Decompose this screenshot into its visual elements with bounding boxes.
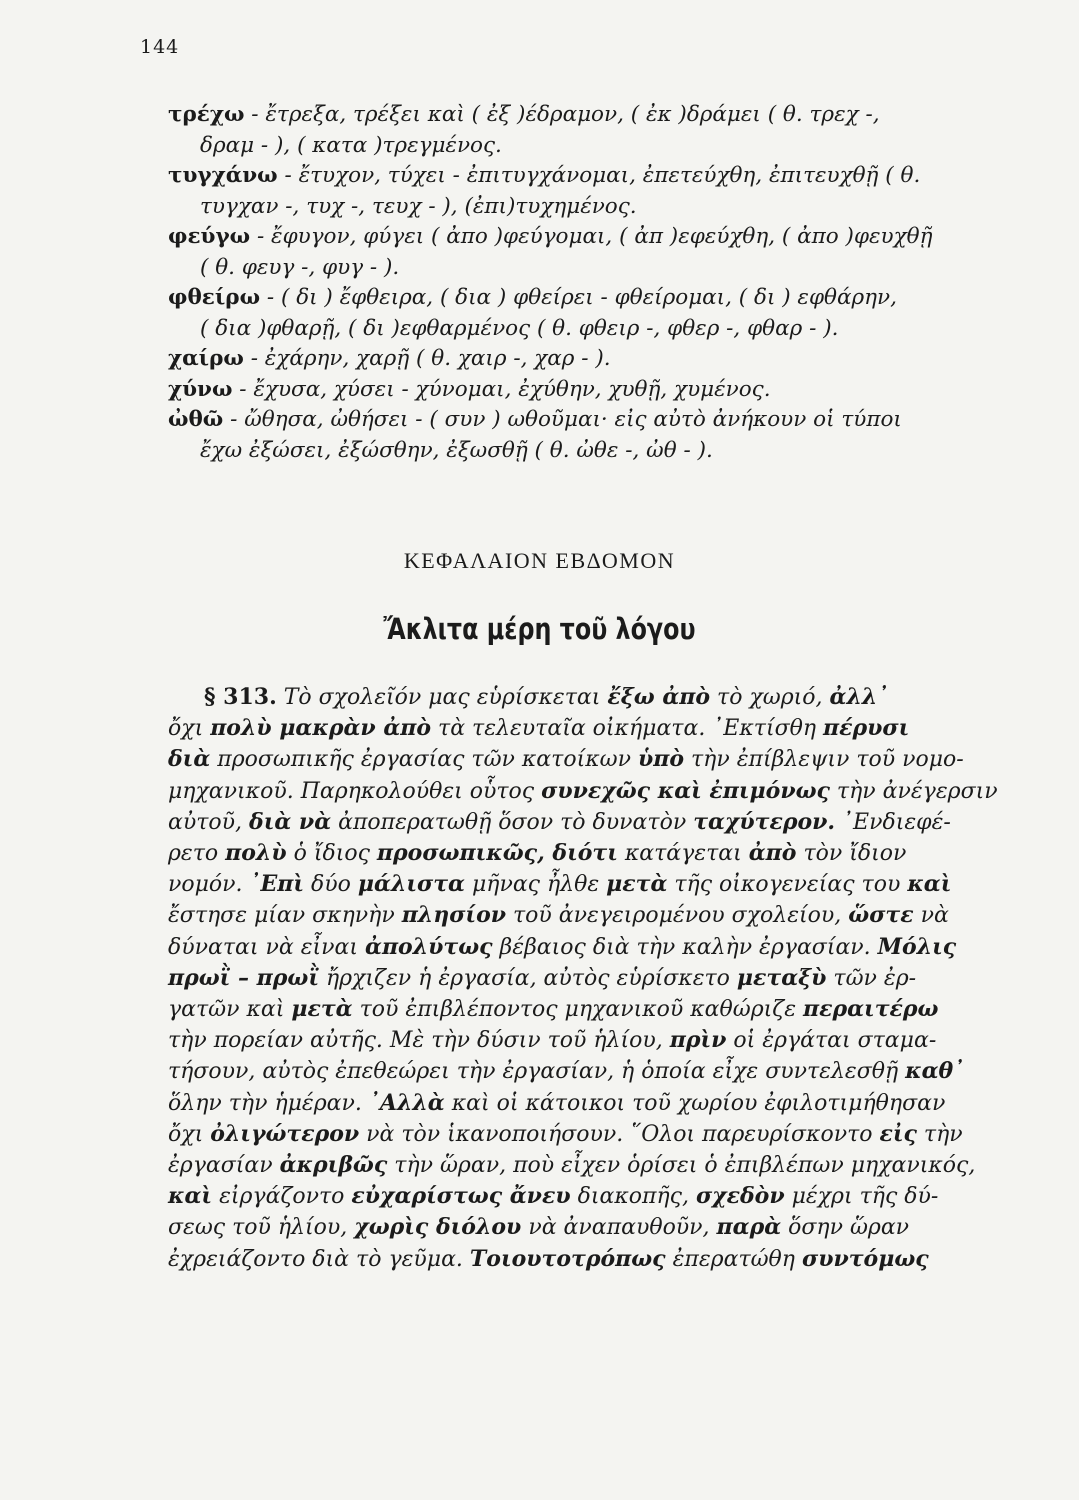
paragraph-line bbox=[168, 932, 986, 963]
emphasized-word: ὥστε bbox=[848, 902, 914, 929]
verb-lemma: τρέχω bbox=[168, 102, 245, 127]
paragraph-line bbox=[168, 1181, 986, 1212]
emphasized-word: εὐχαρίστως ἄνευ bbox=[351, 1183, 571, 1210]
verb-forms-continued: τυγχαν -, τυχ -, τευχ - ), (ἐπι)τυχημένος. bbox=[200, 193, 637, 219]
text-run: ὅσην ὥραν bbox=[781, 1215, 910, 1241]
text-run: μέχρι τῆς δύ- bbox=[784, 1184, 939, 1210]
emphasized-word: ᾽Επὶ bbox=[249, 871, 305, 898]
verb-forms: - ὤθησα, ὠθήσει - ( συν ) ωθοῦμαι· εἰς αὐτὸ ἀνήκουν οἱ τύποι bbox=[223, 407, 902, 432]
verb-entry bbox=[168, 222, 998, 283]
text-run: γατῶν καὶ bbox=[168, 997, 292, 1023]
emphasized-word: εἰς bbox=[879, 1120, 917, 1147]
paragraph-line bbox=[168, 869, 986, 900]
paragraph-line bbox=[168, 1025, 986, 1056]
text-run: νὰ ἀναπαυθοῦν, bbox=[521, 1215, 717, 1241]
verb-entry bbox=[168, 375, 998, 406]
text-run: νὰ bbox=[913, 903, 949, 929]
emphasized-word: ἀπὸ bbox=[748, 840, 797, 867]
text-run: τὴν ἐπίβλεψιν τοῦ νομο- bbox=[684, 747, 964, 773]
emphasized-word: παρὰ bbox=[716, 1214, 782, 1241]
verb-entry bbox=[168, 344, 998, 375]
text-run: ὁ ἴδιος bbox=[286, 841, 377, 867]
paragraph-line bbox=[168, 994, 986, 1025]
emphasized-word: σχεδὸν bbox=[695, 1183, 785, 1210]
emphasized-word: πρὶν bbox=[669, 1027, 727, 1054]
text-run: διακοπῆς, bbox=[570, 1184, 696, 1210]
paragraph-line bbox=[168, 1088, 986, 1119]
verb-entry bbox=[168, 161, 998, 222]
verb-lemma: ὠθῶ bbox=[168, 407, 224, 432]
text-run: δύναται νὰ εἶναι bbox=[168, 934, 366, 960]
text-run: τῆς οἰκογενείας του bbox=[667, 872, 908, 898]
text-run: αὐτοῦ, bbox=[168, 809, 250, 835]
text-run: βέβαιος διὰ τὴν καλὴν ἐργασίαν. bbox=[492, 934, 878, 960]
verb-forms: - ἔτρεξα, τρέξει καὶ ( ἐξ )έδραμον, ( ἐκ )δράμει ( θ. τρεχ -, bbox=[244, 102, 880, 127]
paragraph-line bbox=[168, 1244, 986, 1275]
paragraph-line bbox=[168, 1212, 986, 1243]
verb-forms-continued: ( θ. φευγ -, φυγ - ). bbox=[200, 254, 400, 280]
paragraph-line bbox=[168, 776, 998, 807]
text-run: ἐργασίαν bbox=[168, 1153, 280, 1179]
emphasized-word: ταχύτερον. bbox=[693, 808, 836, 835]
verb-forms-continued: ( δια )φθαρῇ, ( δι )εφθαρμένος ( θ. φθειρ -, φθερ -, φθαρ - ). bbox=[200, 315, 839, 341]
section-heading: Ἄκλιτα μέρη τοῦ λόγου bbox=[383, 612, 696, 646]
paragraph-line bbox=[168, 744, 986, 775]
verb-list bbox=[168, 100, 998, 466]
verb-forms-continued: δραμ - ), ( κατα )τρεγμένος. bbox=[200, 132, 502, 158]
verb-lemma: τυγχάνω bbox=[168, 163, 278, 188]
text-run: Τὸ σχολεῖόν μας εὑρίσκεται bbox=[276, 685, 608, 710]
page-number: 144 bbox=[140, 36, 180, 58]
paragraph bbox=[168, 682, 998, 1275]
paragraph-line bbox=[168, 838, 986, 869]
text-run: τὴν πορείαν αὐτῆς. Μὲ τὴν δύσιν τοῦ ἡλίου, bbox=[168, 1028, 670, 1054]
emphasized-word: μεταξὺ bbox=[736, 964, 827, 991]
paragraph-line bbox=[168, 1119, 986, 1150]
text-run: μῆνας ἦλθε bbox=[464, 872, 607, 898]
text-run: ὄχι bbox=[168, 716, 211, 742]
emphasized-word: πρωῒ – πρωῒ bbox=[168, 964, 319, 991]
text-run: ἐχρειάζοντο διὰ τὸ γεῦμα. bbox=[168, 1246, 470, 1272]
verb-lemma: φεύγω bbox=[168, 224, 251, 249]
paragraph-line bbox=[168, 1150, 986, 1181]
verb-forms-continued: ἔχω ἐξώσει, ἐξώσθην, ἐξωσθῇ ( θ. ὠθε -, ὠθ - ). bbox=[200, 437, 713, 463]
emphasized-word: διὰ bbox=[168, 746, 211, 773]
emphasized-word: περαιτέρω bbox=[803, 996, 939, 1023]
emphasized-word: καὶ bbox=[168, 1183, 213, 1210]
paragraph-line bbox=[168, 900, 986, 931]
verb-forms: - ἔχυσα, χύσει - χύνομαι, ἐχύθην, χυθῇ, χυμένος. bbox=[232, 376, 771, 402]
emphasized-word: διὰ νὰ bbox=[249, 808, 332, 835]
text-run: τήσουν, αὐτὸς ἐπεθεώρει τὴν ἐργασίαν, ἡ ὁποία εἶχε συντελεσθῇ bbox=[168, 1059, 906, 1085]
emphasized-word: χωρὶς διόλου bbox=[354, 1214, 522, 1241]
verb-lemma: φθείρω bbox=[168, 285, 261, 310]
emphasized-word: ἔξω ἀπὸ bbox=[607, 684, 711, 710]
text-run: τὴν ὥραν, ποὺ εἶχεν ὁρίσει ὁ ἐπιβλέπων μηχανικός, bbox=[387, 1153, 976, 1179]
text-run: μηχανικοῦ. Παρηκολούθει οὗτος bbox=[168, 778, 542, 804]
text-run: τὰ τελευταῖα οἰκήματα. ᾽Εκτίσθη bbox=[431, 716, 824, 742]
paragraph-line bbox=[168, 807, 986, 838]
text-run: ρετο bbox=[168, 841, 226, 867]
text-run: οἱ ἐργάται σταμα- bbox=[726, 1028, 937, 1054]
verb-forms: - ( δι ) ἔφθειρα, ( δια ) φθείρει - φθείρομαι, ( δι ) εφθάρην, bbox=[260, 285, 897, 310]
emphasized-word: συνεχῶς καὶ ἐπιμόνως bbox=[541, 777, 830, 804]
emphasized-word: Τοιουτοτρόπως bbox=[469, 1245, 666, 1272]
text-run: νομόν. bbox=[168, 872, 250, 898]
emphasized-word: πολὺ μακρὰν ἀπὸ bbox=[210, 715, 432, 742]
emphasized-word: ἀλλ᾽ bbox=[829, 684, 889, 710]
text-run: ὅλην τὴν ἡμέραν. bbox=[168, 1090, 369, 1116]
verb-forms: - ἐχάρην, χαρῇ ( θ. χαιρ -, χαρ - ). bbox=[243, 346, 611, 371]
text-run: εἰργάζοντο bbox=[212, 1184, 352, 1210]
emphasized-word: συντόμως bbox=[801, 1245, 929, 1272]
emphasized-word: πέρυσι bbox=[823, 715, 910, 742]
emphasized-word: ὀλιγώτερον bbox=[210, 1120, 360, 1147]
emphasized-word: καὶ bbox=[907, 871, 952, 898]
verb-entry bbox=[168, 405, 998, 466]
text-run: τοῦ ἐπιβλέποντος μηχανικοῦ καθώριζε bbox=[352, 997, 804, 1023]
text-run: σεως τοῦ ἡλίου, bbox=[168, 1215, 355, 1241]
emphasized-word: ὑπὸ bbox=[637, 746, 684, 773]
text-run: καὶ οἱ κάτοικοι τοῦ χωρίου ἐφιλοτιμήθησαν bbox=[444, 1090, 946, 1116]
chapter-title: ΚΕΦΑΛΑΙΟΝ ΕΒΔΟΜΟΝ bbox=[403, 548, 676, 573]
section-number: § 313. bbox=[204, 684, 277, 710]
emphasized-word: μετὰ bbox=[291, 996, 353, 1023]
text-run: δύο bbox=[304, 872, 358, 898]
emphasized-word: ἀκριβῶς bbox=[279, 1152, 388, 1179]
text-run: τὸ χωριό, bbox=[710, 685, 830, 710]
emphasized-word: Μόλις bbox=[877, 933, 957, 960]
text-run: ᾽Ενδιεφέ- bbox=[835, 809, 951, 835]
text-run: ἐπερατώθη bbox=[665, 1246, 802, 1272]
text-run: ἔστησε μίαν σκηνὴν bbox=[168, 903, 402, 929]
emphasized-word: ᾽Αλλὰ bbox=[368, 1089, 445, 1116]
verb-entry bbox=[168, 283, 998, 344]
verb-forms: - ἔφυγον, φύγει ( ἀπο )φεύγομαι, ( ἀπ )εφεύχθη, ( ἀπο )φευχθῇ bbox=[250, 224, 933, 249]
emphasized-word: καθ᾽ bbox=[905, 1058, 965, 1085]
paragraph-line bbox=[168, 682, 986, 713]
emphasized-word: μετὰ bbox=[606, 871, 668, 898]
text-run: νὰ τὸν ἱκανοποιήσουν. ῞Ολοι παρευρίσκοντο bbox=[359, 1121, 880, 1147]
verb-entry bbox=[168, 100, 998, 161]
emphasized-word: μάλιστα bbox=[357, 871, 465, 898]
text-run: ὄχι bbox=[168, 1121, 211, 1147]
text-run: κατάγεται bbox=[617, 841, 749, 867]
paragraph-line bbox=[168, 1056, 986, 1087]
paragraph-line bbox=[168, 713, 986, 744]
verb-lemma: χύνω bbox=[168, 376, 233, 402]
verb-forms: - ἔτυχον, τύχει - ἐπιτυγχάνομαι, ἐπετεύχθη, ἐπιτευχθῇ ( θ. bbox=[277, 163, 921, 188]
text-run: τῶν ἐρ- bbox=[826, 965, 917, 991]
emphasized-word: πολὺ bbox=[225, 840, 287, 867]
text-run: προσωπικῆς ἐργασίας τῶν κατοίκων bbox=[210, 747, 638, 773]
text-run: ἀποπερατωθῇ ὅσον τὸ δυνατὸν bbox=[331, 809, 694, 835]
text-run: τὴν bbox=[916, 1121, 963, 1147]
text-run: ἤρχιζεν ἡ ἐργασία, αὐτὸς εὑρίσκετο bbox=[318, 965, 737, 991]
paragraph-line bbox=[168, 963, 986, 994]
text-run: τοῦ ἀνεγειρομένου σχολείου, bbox=[506, 903, 849, 929]
verb-lemma: χαίρω bbox=[168, 346, 244, 371]
text-run: τὴν ἀνέγερσιν bbox=[829, 778, 998, 804]
emphasized-word: προσωπικῶς, διότι bbox=[376, 840, 618, 867]
emphasized-word: ἀπολύτως bbox=[365, 933, 493, 960]
text-run: τὸν ἴδιον bbox=[796, 841, 907, 867]
emphasized-word: πλησίον bbox=[401, 902, 507, 929]
